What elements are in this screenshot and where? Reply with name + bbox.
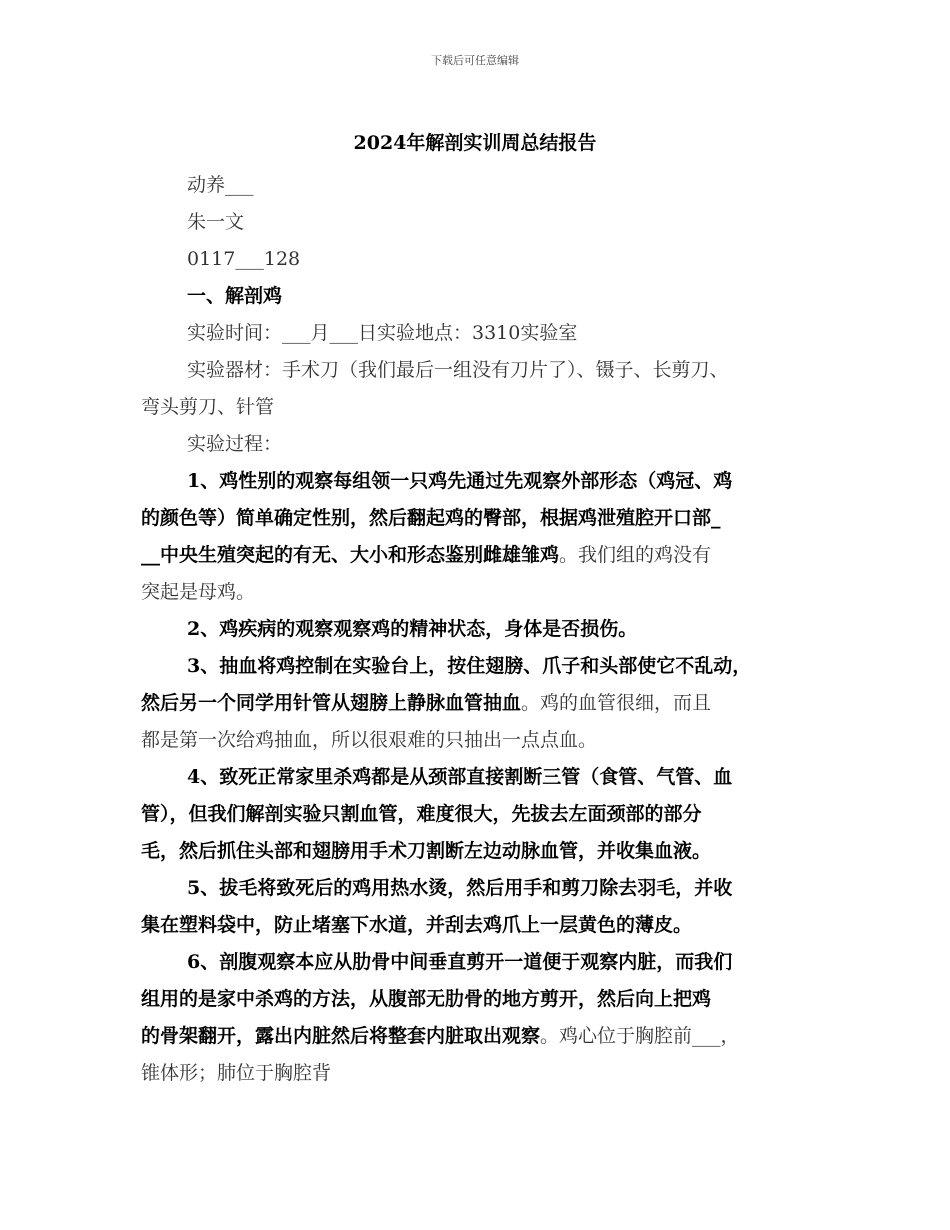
process-item (141, 759, 811, 870)
process-item-bold-text: 管），但我们解剖实验只割血管，难度很大，先拔去左面颈部的部分 (141, 803, 702, 825)
process-item-bold-text: 的颜色等）简单确定性别，然后翻起鸡的臀部，根据鸡泄殖腔开口部_ (141, 507, 721, 529)
process-item-bold-text: 4、致死正常家里杀鸡都是从颈部直接割断三管（食管、气管、血 (187, 766, 733, 788)
process-item-line (141, 648, 811, 685)
header-note: 下载后可任意编辑 (431, 54, 519, 67)
process-item-bold-text: 1、鸡性别的观察每组领一只鸡先通过先观察外部形态（鸡冠、鸡 (187, 470, 733, 492)
section-heading: 一、解剖鸡 (187, 285, 283, 307)
process-item (141, 648, 811, 759)
process-item-note: 。我们组的鸡没有 (559, 544, 712, 566)
process-item-line (141, 833, 811, 870)
process-item-line (141, 907, 811, 944)
process-item-note-line: 锥体形；肺位于胸腔背 (141, 1062, 332, 1084)
process-item-line (141, 870, 811, 907)
equipment-line-1: 实验器材：手术刀（我们最后一组没有刀片了）、镊子、长剪刀、 (187, 359, 729, 381)
process-item-bold-text: 集在塑料袋中，防止堵塞下水道，并刮去鸡爪上一层黄色的薄皮。 (141, 914, 693, 936)
process-item-line (141, 685, 811, 722)
process-item (141, 944, 811, 1092)
process-item-bold-text: 毛，然后抓住头部和翅膀用手术刀割断左边动脉血管，并收集血液。 (141, 840, 712, 862)
page-title: 2024年解剖实训周总结报告 (353, 132, 597, 154)
process-item (141, 870, 811, 944)
process-item-bold-text: 2、鸡疾病的观察观察鸡的精神状态，身体是否损伤。 (187, 618, 638, 640)
process-item-line (141, 537, 811, 574)
process-item-bold-text: 然后另一个同学用针管从翅膀上静脉血管抽血 (141, 692, 522, 714)
process-item (141, 611, 811, 648)
process-item-line (141, 1018, 811, 1055)
class-line: 动养___ (187, 174, 254, 196)
process-item-line (141, 500, 811, 537)
process-item-bold-text: 6、剖腹观察本应从肋骨中间垂直剪开一道便于观察内脏，而我们 (187, 951, 733, 973)
process-item-note: 。鸡的血管很细，而且 (521, 692, 712, 714)
process-item (141, 463, 811, 611)
process-item-line (141, 463, 811, 500)
process-item-line (141, 981, 811, 1018)
experiment-time: 实验时间：___月___日实验地点：3310实验室 (187, 322, 578, 344)
process-item-line (141, 796, 811, 833)
process-item-bold-text: 5、拔毛将致死后的鸡用热水烫，然后用手和剪刀除去羽毛，并收 (187, 877, 733, 899)
process-item-bold-text: 的骨架翻开，露出内脏然后将整套内脏取出观察 (141, 1025, 541, 1047)
id-line: 0117___128 (187, 248, 301, 270)
process-label: 实验过程： (187, 433, 283, 455)
process-item-note-line: 都是第一次给鸡抽血，所以很艰难的只抽出一点点血。 (141, 729, 598, 751)
process-item-note: 。鸡心位于胸腔前___， (540, 1025, 740, 1047)
equipment-line-2: 弯头剪刀、针管 (141, 396, 275, 418)
process-item-bold-text: 组用的是家中杀鸡的方法，从腹部无肋骨的地方剪开，然后向上把鸡 (141, 988, 712, 1010)
document-body (141, 167, 811, 1092)
name-line: 朱一文 (187, 211, 245, 233)
process-item-line (141, 611, 811, 648)
process-item-line (141, 944, 811, 981)
process-item-bold-text: 3、抽血将鸡控制在实验台上，按住翅膀、爪子和头部使它不乱动， (187, 655, 752, 677)
process-item-line (141, 759, 811, 796)
process-item-note-line: 突起是母鸡。 (141, 581, 256, 603)
process-item-bold-text: __中央生殖突起的有无、大小和形态鉴别雌雄雏鸡 (141, 544, 560, 566)
process-items (141, 463, 811, 1092)
